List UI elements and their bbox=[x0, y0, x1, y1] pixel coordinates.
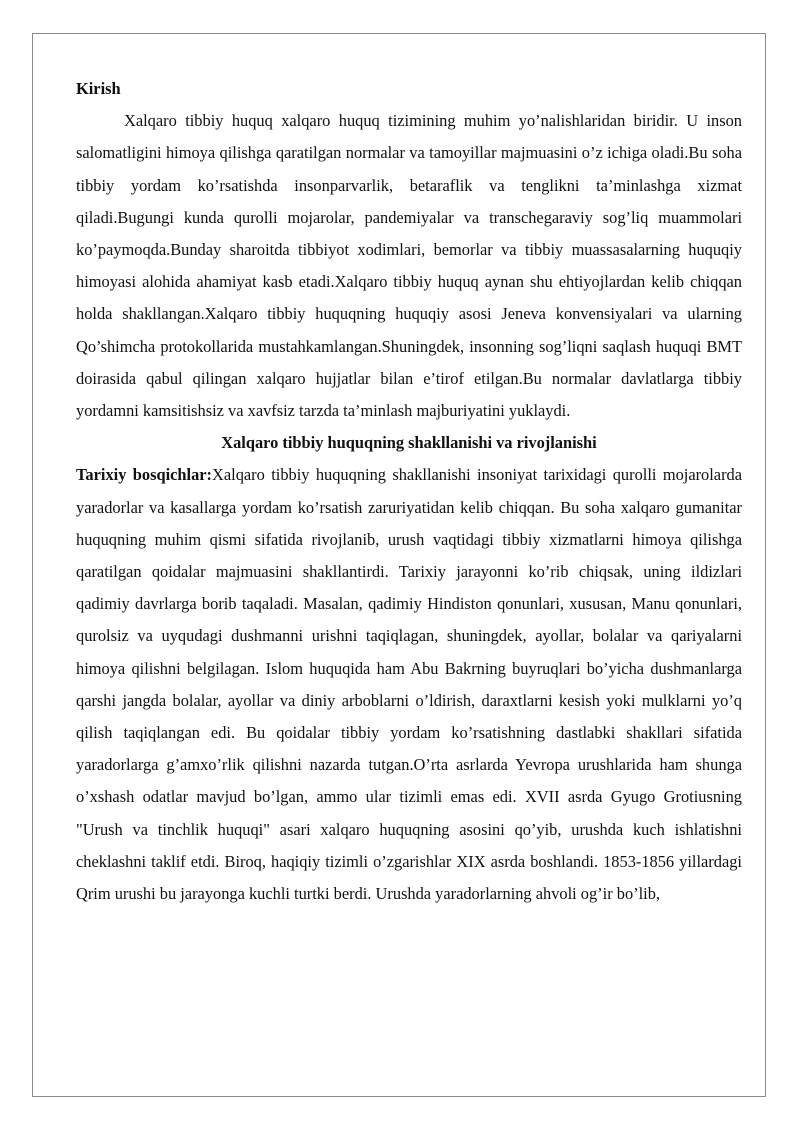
intro-paragraph: Xalqaro tibbiy huquq xalqaro huquq tizimining muhim yo’nalishlaridan biridir. U inson salomatligini himoya qilishga qaratilgan normalar va tamoyillar majmuasini o’z ichiga oladi.Bu soha tibbiy yordam ko’rsatishda insonparvarlik, betaraflik va tenglikni ta’minlashga xizmat qiladi.Bugungi kunda qurolli mojarolar, pandemiyalar va transchegaraviy sog’liq muammolari ko’paymoqda.Bunday sharoitda tibbiyot xodimlari, bemorlar va tibbiy muassasalarning huquqiy himoyasi alohida ahamiyat kasb etadi.Xalqaro tibbiy huquq aynan shu ehtiyojlardan kelib chiqqan holda shakllangan.Xalqaro tibbiy huquqning huquqiy asosi Jeneva konvensiyalari va ularning Qo’shimcha protokollarida mustahkamlangan.Shuningdek, insonning sog’liqni saqlash huquqi BMT doirasida qabul qilingan xalqaro hujjatlar bilan e’tirof etilgan.Bu normalar davlatlarga tibbiy yordamni kamsitishsiz va xavfsiz tarzda ta’minlash majburiyatini yuklaydi. bbox=[76, 111, 742, 421]
intro-heading: Kirish bbox=[76, 79, 121, 98]
history-paragraph bbox=[76, 459, 742, 910]
history-label: Tarixiy bosqichlar: bbox=[76, 465, 213, 485]
section-title: Xalqaro tibbiy huquqning shakllanishi va rivojlanishi bbox=[221, 433, 597, 453]
history-text: Xalqaro tibbiy huquqning shakllanishi insoniyat tarixidagi qurolli mojarolarda yaradorlar va kasallarga yordam ko’rsatish zaruriyatidan kelib chiqqan. Bu soha xalqaro gumanitar huquqning muhim qismi sifatida rivojlanib, urush vaqtidagi tibbiy xizmatlarni himoya qilishga qaratilgan qoidalar majmuasini shakllantirdi. Tarixiy jarayonni ko’rib chiqsak, uning ildizlari qadimiy davrlarga borib taqaladi. Masalan, qadimiy Hindiston qonunlari, xususan, Manu qonunlari, qurolsiz va uyqudagi dushmanni urishni taqiqlagan, shuningdek, ayollar, bolalar va qariyalarni himoya qilishni belgilagan. Islom huquqida ham Abu Bakrning buyruqlari bo’yicha dushmanlarga qarshi jangda bolalar, ayollar va diniy arboblarni o’ldirish, daraxtlarni kesish yoki mulklarni yo’q qilish taqiqlangan edi. Bu qoidalar tibbiy yordam ko’rsatishning dastlabki shakllari sifatida yaradorlarga g’amxo’rlik qilishni nazarda tutgan.O’rta asrlarda Yevropa urushlarida ham shunga o’xshash odatlar mavjud bo’lgan, ammo ular tizimli emas edi. XVII asrda Gyugo Grotiusning "Urush va tinchlik huquqi" asari xalqaro huquqning asosini qo’yib, urushda kuch ishlatishni cheklashni taklif etdi. Biroq, haqiqiy tizimli o’zgarishlar XIX asrda boshlandi. 1853-1856 yillardagi Qrim urushi bu jarayonga kuchli turtki berdi. Urushda yaradorlarning ahvoli og’ir bo’lib, bbox=[76, 465, 743, 904]
document-body bbox=[76, 73, 742, 910]
